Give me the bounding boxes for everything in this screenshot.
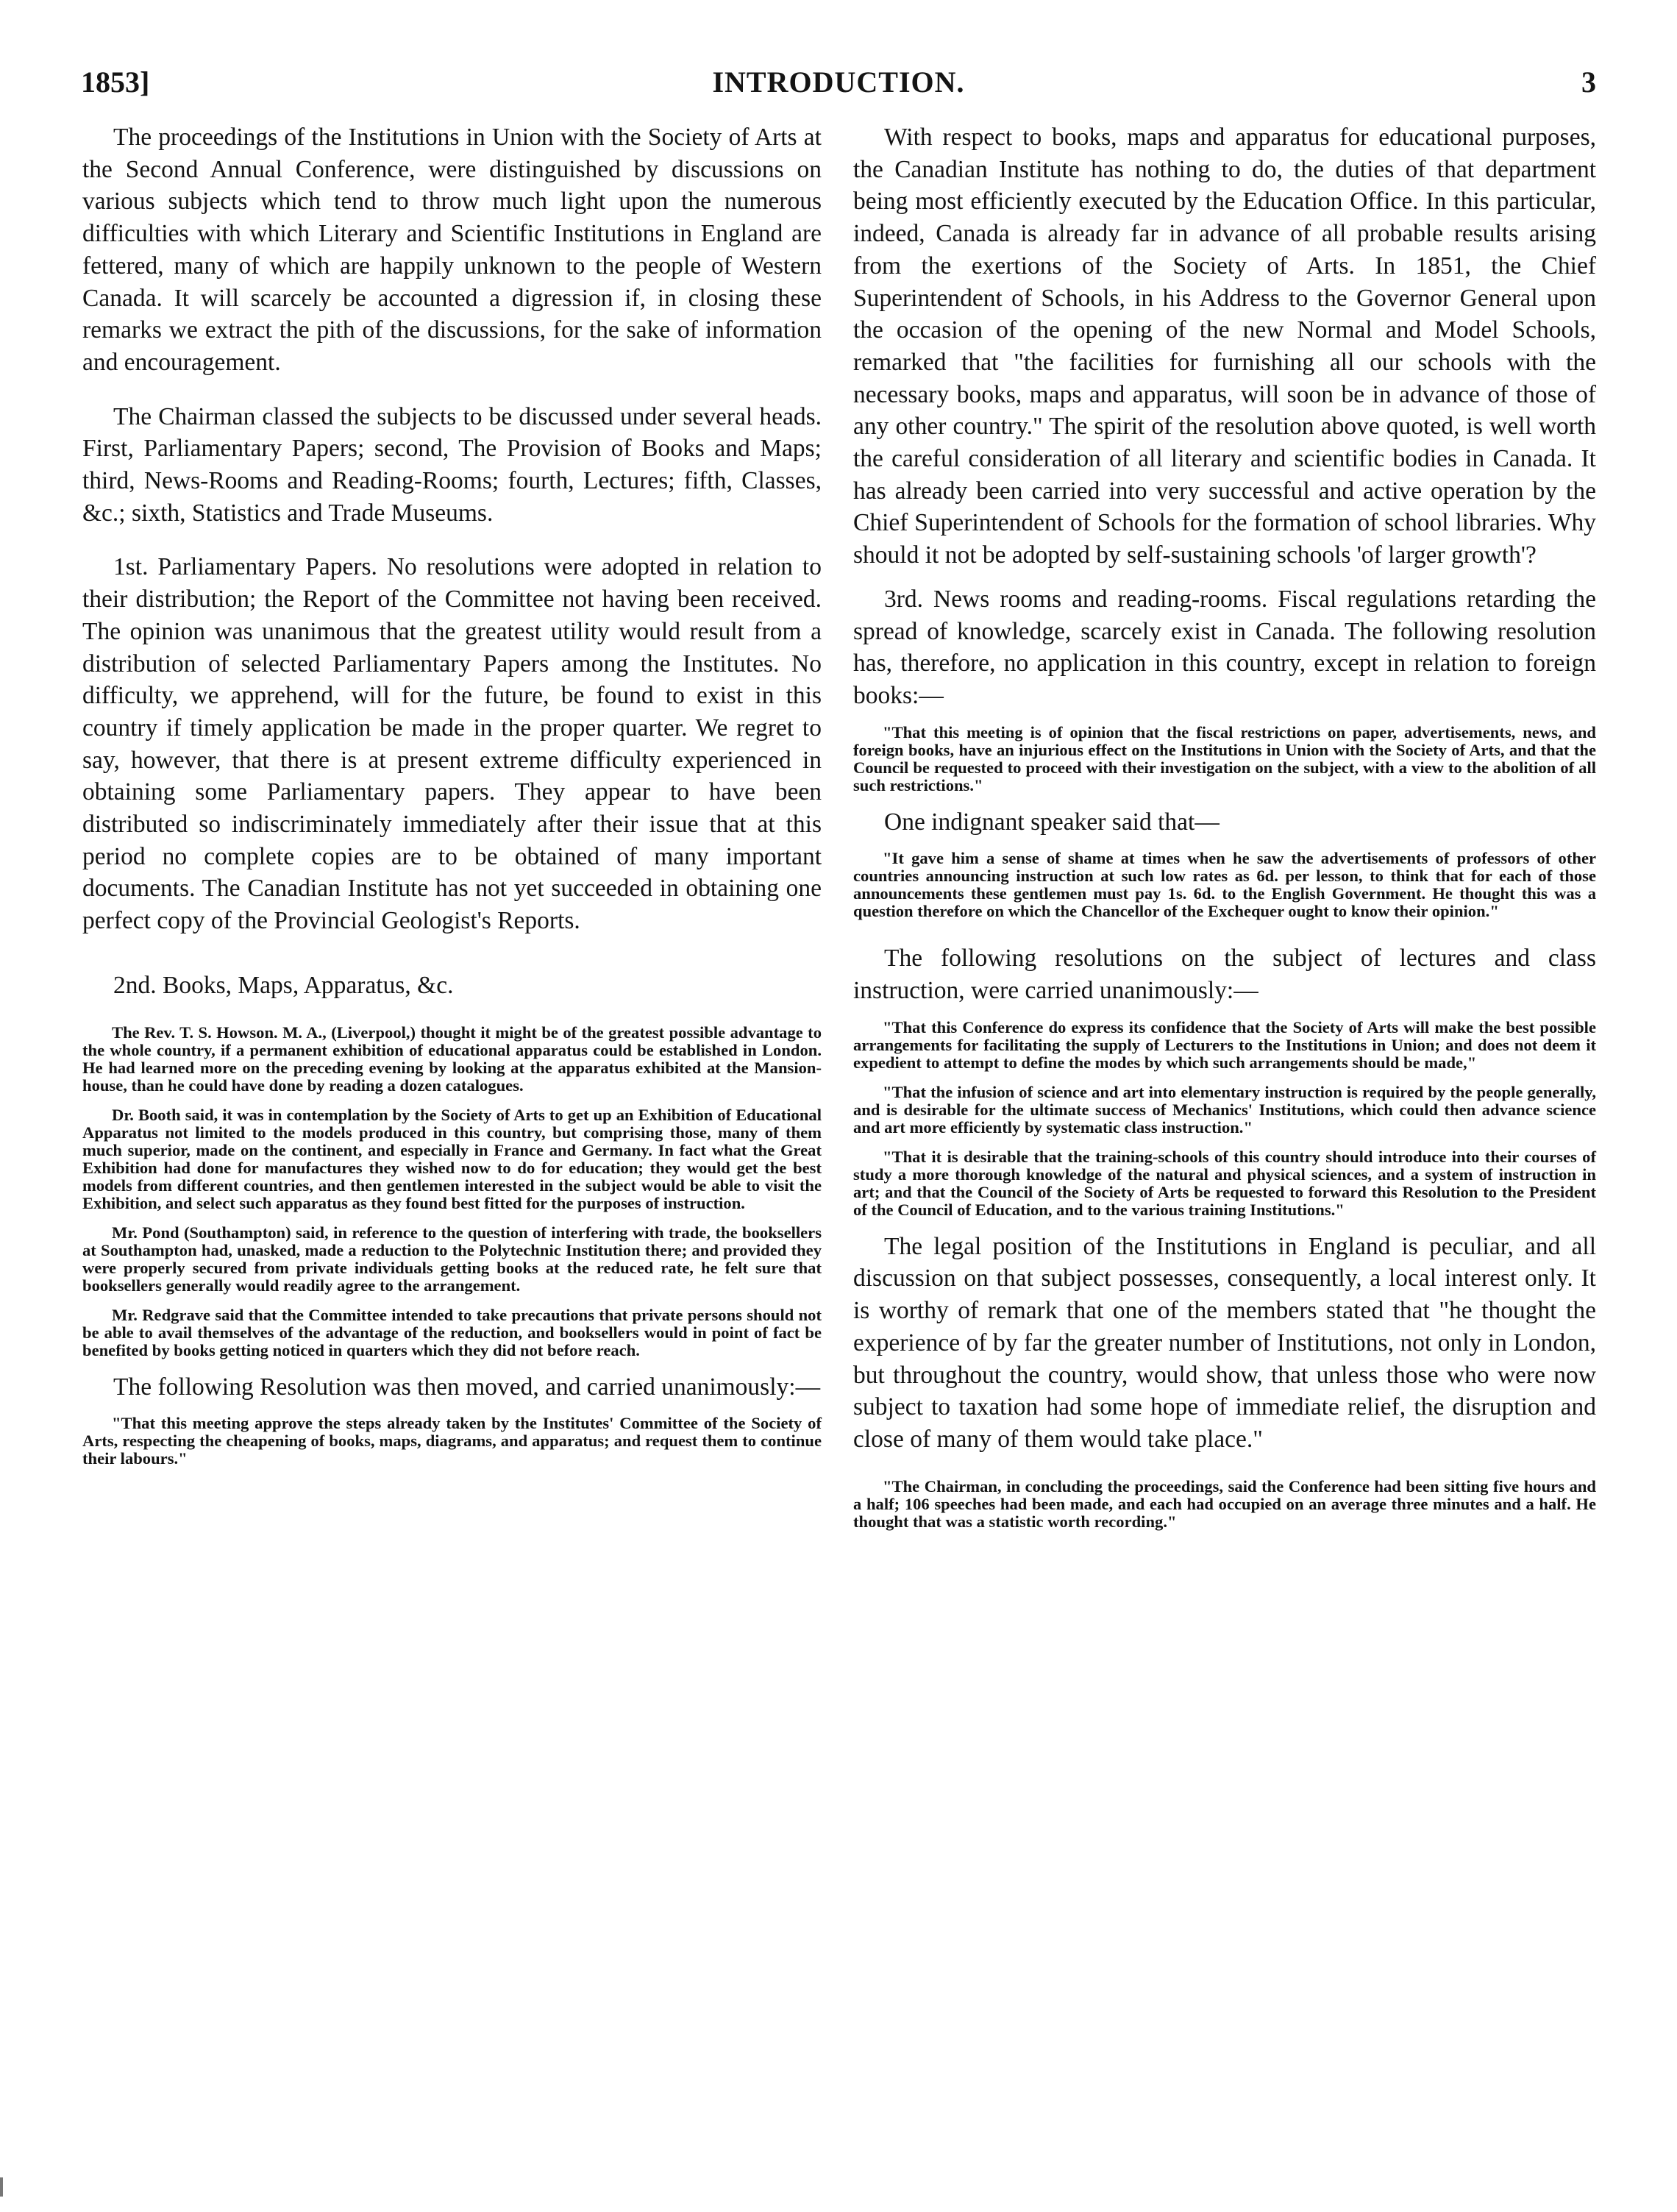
paragraph: The Chairman classed the subjects to be discussed under several heads. First, Parliamentary Papers; second, The Provision of Books and Maps; third, News-Rooms and Reading-Rooms; fourth, Lectures; fifth, Classes, &c.; sixth, Statistics and Trade Museums. <box>82 402 822 527</box>
quoted-paragraph: Mr. Pond (Southampton) said, in reference to the question of interfering with trade, the booksellers at Southampton had, unasked, made a reduction to the Polytechnic Institution there; and provided they were properly secured from private individuals getting books at the reduced rate, he felt sure that booksellers generally would readily agree to the arrangement. <box>82 1223 822 1295</box>
paragraph: The following Resolution was then moved, and carried unanimously:— <box>113 1373 821 1401</box>
quoted-paragraph: The Rev. T. S. Howson. M. A., (Liverpool,) thought it might be of the greatest possible advantage to the whole country, if a permanent exhibition of educational apparatus could be established in London. He had learned more on the preceding evening by looking at the apparatus exhibited at the Mansion-house, than he could have done by reading a dozen catalogues. <box>82 1023 822 1095</box>
paragraph: One indignant speaker said that— <box>884 808 1220 836</box>
left-column <box>82 121 822 1468</box>
scan-edge-mark <box>0 2177 3 2197</box>
quoted-resolution: "That it is desirable that the training-schools of this country should introduce into their courses of study a more thorough knowledge of the natural and physical sciences, and a system of instruction in art; and that the Council of the Society of Arts be requested to forward this Resolution to the President of the Council of Education, and to the various training Institutions." <box>853 1147 1596 1219</box>
section-heading: 2nd. Books, Maps, Apparatus, &c. <box>113 971 454 999</box>
paragraph: With respect to books, maps and apparatus for educational purposes, the Canadian Institute has nothing to do, the duties of that department being most efficiently executed by the Education Office. In this particular, indeed, Canada is already far in advance of all probable results arising from the exertions of the Society of Arts. In 1851, the Chief Superintendent of Schools, in his Address to the Governor General upon the occasion of the opening of the new Normal and Model Schools, remarked that "the facilities for furnishing all our schools with the necessary books, maps and apparatus, will soon be in advance of those of any other country." The spirit of the resolution above quoted, is well worth the careful consideration of all literary and scientific bodies in Canada. It has already been carried into very successful and active operation by the Chief Superintendent of Schools for the formation of school libraries. Why should it not be adopted by self-sustaining schools 'of larger growth'? <box>853 124 1596 569</box>
quoted-resolution: "That this Conference do express its confidence that the Society of Arts will make the best possible arrangements for facilitating the supply of Lecturers to the Institutions in Union; and does not deem it expedient to attempt to define the modes by which such arrangements should be made," <box>853 1017 1596 1072</box>
header-year: 1853] <box>81 65 150 99</box>
paragraph: The legal position of the Institutions in England is peculiar, and all discussion on that subject possesses, consequently, a local interest only. It is worthy of remark that one of the members stated that "he thought the experience of by far the greater number of Institutions, not only in London, but throughout the country, would show, that unless those who were now subject to taxation had some hope of immediate relief, the disruption and close of many of them would take place." <box>853 1232 1596 1453</box>
page-number: 3 <box>1581 65 1596 99</box>
quoted-paragraph: Dr. Booth said, it was in contemplation by the Society of Arts to get up an Exhibition of Educational Apparatus not limited to the models produced in this country, but comprising those, many of them much superior, made on the continent, and especially in France and Germany. In fact what the Great Exhibition had done for manufactures they wished now to do for education; they would get the best models from different countries, and then gentlemen interested in the subject would be able to visit the Exhibition, and select such apparatus as they found best fitted for the purposes of instruction. <box>82 1105 822 1212</box>
header-title: INTRODUCTION. <box>712 65 965 99</box>
quoted-resolution: "That this meeting approve the steps already taken by the Institutes' Committee of the Society of Arts, respecting the cheapening of books, maps, diagrams, and apparatus; and request them to continue their labours." <box>82 1414 822 1468</box>
paragraph: The following resolutions on the subject of lectures and class instruction, were carried unanimously:— <box>853 945 1596 1005</box>
quoted-paragraph: Mr. Redgrave said that the Committee intended to take precautions that private persons should not be able to avail themselves of the advantage of the reduction, and booksellers would in point of fact be benefited by books getting noticed in quarters which they did not before reach. <box>82 1305 822 1359</box>
paragraph: 1st. Parliamentary Papers. No resolutions were adopted in relation to their distribution; the Report of the Committee not having been received. The opinion was unanimous that the greatest utility would result from a distribution of selected Parliamentary Papers among the Institutes. No difficulty, we apprehend, will for the future, be found to exist in this country if timely application be made in the proper quarter. We regret to say, however, that there is at present extreme difficulty experienced in obtaining some Parliamentary papers. They appear to have been distributed so indiscriminately immediately after their issue that at this period no complete copies are to be obtained of many important documents. The Canadian Institute has not yet succeeded in obtaining one perfect copy of the Provincial Geologist's Reports. <box>82 553 822 935</box>
running-header <box>81 65 1596 109</box>
paragraph: 3rd. News rooms and reading-rooms. Fiscal regulations retarding the spread of knowledge, scarcely exist in Canada. The following resolution has, therefore, no application in this country, except in relation to foreign books:— <box>853 585 1596 709</box>
quoted-paragraph: "It gave him a sense of shame at times when he saw the advertisements of professors of other countries announcing instruction at such low rates as 6d. per lesson, to think that for each of those announcements these gentlemen must pay 1s. 6d. to the English Government. He thought this was a question therefore on which the Chancellor of the Exchequer ought to know their opinion." <box>853 849 1596 921</box>
paragraph: The proceedings of the Institutions in Union with the Society of Arts at the Second Annual Conference, were distinguished by discussions on various subjects which tend to throw much light upon the numerous difficulties with which Literary and Scientific Institutions in England are fettered, many of which are happily unknown to the people of Western Canada. It will scarcely be accounted a digression if, in closing these remarks we extract the pith of the discussions, for the sake of information and encouragement. <box>82 124 822 376</box>
right-column <box>853 121 1596 1531</box>
quoted-paragraph: "The Chairman, in concluding the proceedings, said the Conference had been sitting five hours and a half; 106 speeches had been made, and each had occupied on an average three minutes and a half. He thought that was a statistic worth recording." <box>853 1476 1596 1531</box>
quoted-resolution: "That the infusion of science and art into elementary instruction is required by the people generally, and is desirable for the ultimate success of Mechanics' Institutions, which could then advance science and art more efficiently by systematic class instruction." <box>853 1082 1596 1137</box>
quoted-resolution: "That this meeting is of opinion that the fiscal restrictions on paper, advertisements, news, and foreign books, have an injurious effect on the Institutions in Union with the Society of Arts, and that the Council be requested to proceed with their investigation on the subject, with a view to the abolition of all such restrictions." <box>853 722 1596 794</box>
